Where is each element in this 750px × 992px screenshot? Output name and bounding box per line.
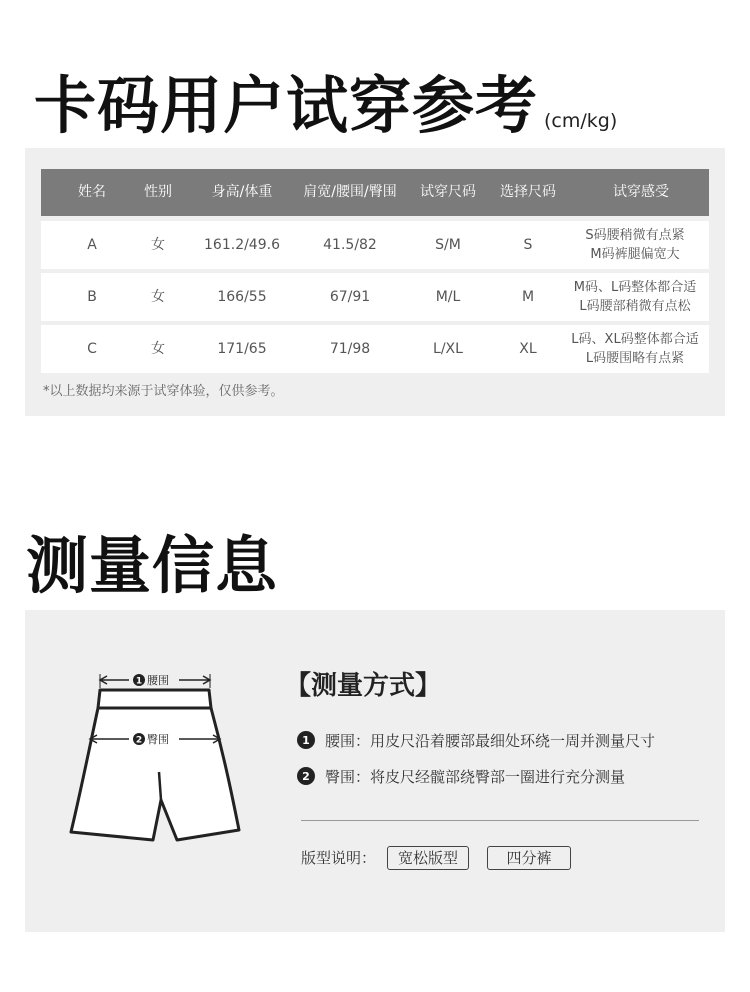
size-reference-title-text: 卡码用户试穿参考: [34, 69, 539, 142]
feedback-line: L码、XL码整体都合适: [571, 332, 699, 347]
measurement-info-title: 测量信息: [26, 529, 279, 602]
feedback-line: M码裤腿偏宽大: [590, 247, 680, 262]
cell-feedback: [561, 221, 709, 269]
size-reference-table: [25, 148, 725, 416]
measurement-item-waist: [297, 728, 655, 752]
cell-try-size: S/M: [435, 237, 461, 253]
cell-feedback: [561, 273, 709, 321]
cell-chosen-size: S: [523, 237, 533, 253]
table-row: [41, 221, 709, 269]
unit-label: (cm/kg): [544, 110, 618, 132]
cell-measurements: 67/91: [329, 289, 371, 305]
disclaimer-note: *以上数据均来源于试穿体验，仅供参考。: [43, 384, 284, 399]
measurement-item-text: 腰围：用皮尺沿着腰部最细处环绕一周并测量尺寸: [325, 731, 656, 750]
header-chosen-size: 选择尺码: [500, 184, 556, 200]
cell-feedback: [561, 325, 709, 373]
header-height-weight: 身高/体重: [211, 184, 273, 200]
fit-description-label: 版型说明：: [301, 849, 377, 867]
cell-measurements: 71/98: [329, 341, 371, 357]
cell-gender: 女: [151, 237, 165, 253]
cell-height-weight: 166/55: [217, 289, 267, 305]
size-reference-title: [34, 56, 617, 145]
fit-tag-loose: 宽松版型: [387, 846, 469, 870]
fit-tag-length: 四分裤: [487, 846, 571, 870]
cell-gender: 女: [151, 341, 165, 357]
cell-try-size: M/L: [435, 289, 461, 305]
cell-try-size: L/XL: [433, 341, 463, 357]
cell-height-weight: 171/65: [217, 341, 267, 357]
measurement-method-title: 【测量方式】: [285, 671, 442, 701]
cell-chosen-size: XL: [519, 341, 537, 357]
waist-diagram-label: 腰围: [147, 674, 169, 687]
cell-name: C: [87, 341, 97, 357]
waist-number: 1: [135, 676, 143, 687]
header-try-size: 试穿尺码: [420, 184, 476, 200]
cell-gender: 女: [151, 289, 165, 305]
divider: [301, 820, 699, 821]
feedback-line: L码腰围略有点紧: [585, 351, 685, 366]
number-badge: 1: [297, 731, 315, 749]
table-row: [41, 273, 709, 321]
cell-measurements: 41.5/82: [323, 237, 377, 253]
feedback-line: S码腰稍微有点紧: [585, 228, 685, 243]
measurement-item-text: 臀围：将皮尺经髋部绕臀部一圈进行充分测量: [325, 767, 626, 786]
cell-name: B: [87, 289, 97, 305]
header-gender: 性别: [144, 184, 172, 200]
measurement-panel: [25, 610, 725, 932]
feedback-line: M码、L码整体都合适: [573, 280, 697, 295]
cell-chosen-size: M: [521, 289, 535, 305]
table-header: [41, 169, 709, 216]
number-badge: 2: [297, 767, 315, 785]
measurement-item-hip: [297, 764, 625, 788]
hip-diagram-label: 臀围: [147, 733, 169, 746]
hip-number: 2: [135, 735, 143, 746]
cell-height-weight: 161.2/49.6: [204, 237, 280, 253]
header-measurements: 肩宽/腰围/臀围: [303, 184, 397, 200]
header-feedback: 试穿感受: [613, 184, 669, 200]
header-name: 姓名: [78, 184, 106, 200]
shorts-diagram: [67, 660, 257, 850]
cell-name: A: [87, 237, 97, 253]
table-row: [41, 325, 709, 373]
feedback-line: L码腰部稍微有点松: [579, 299, 691, 314]
